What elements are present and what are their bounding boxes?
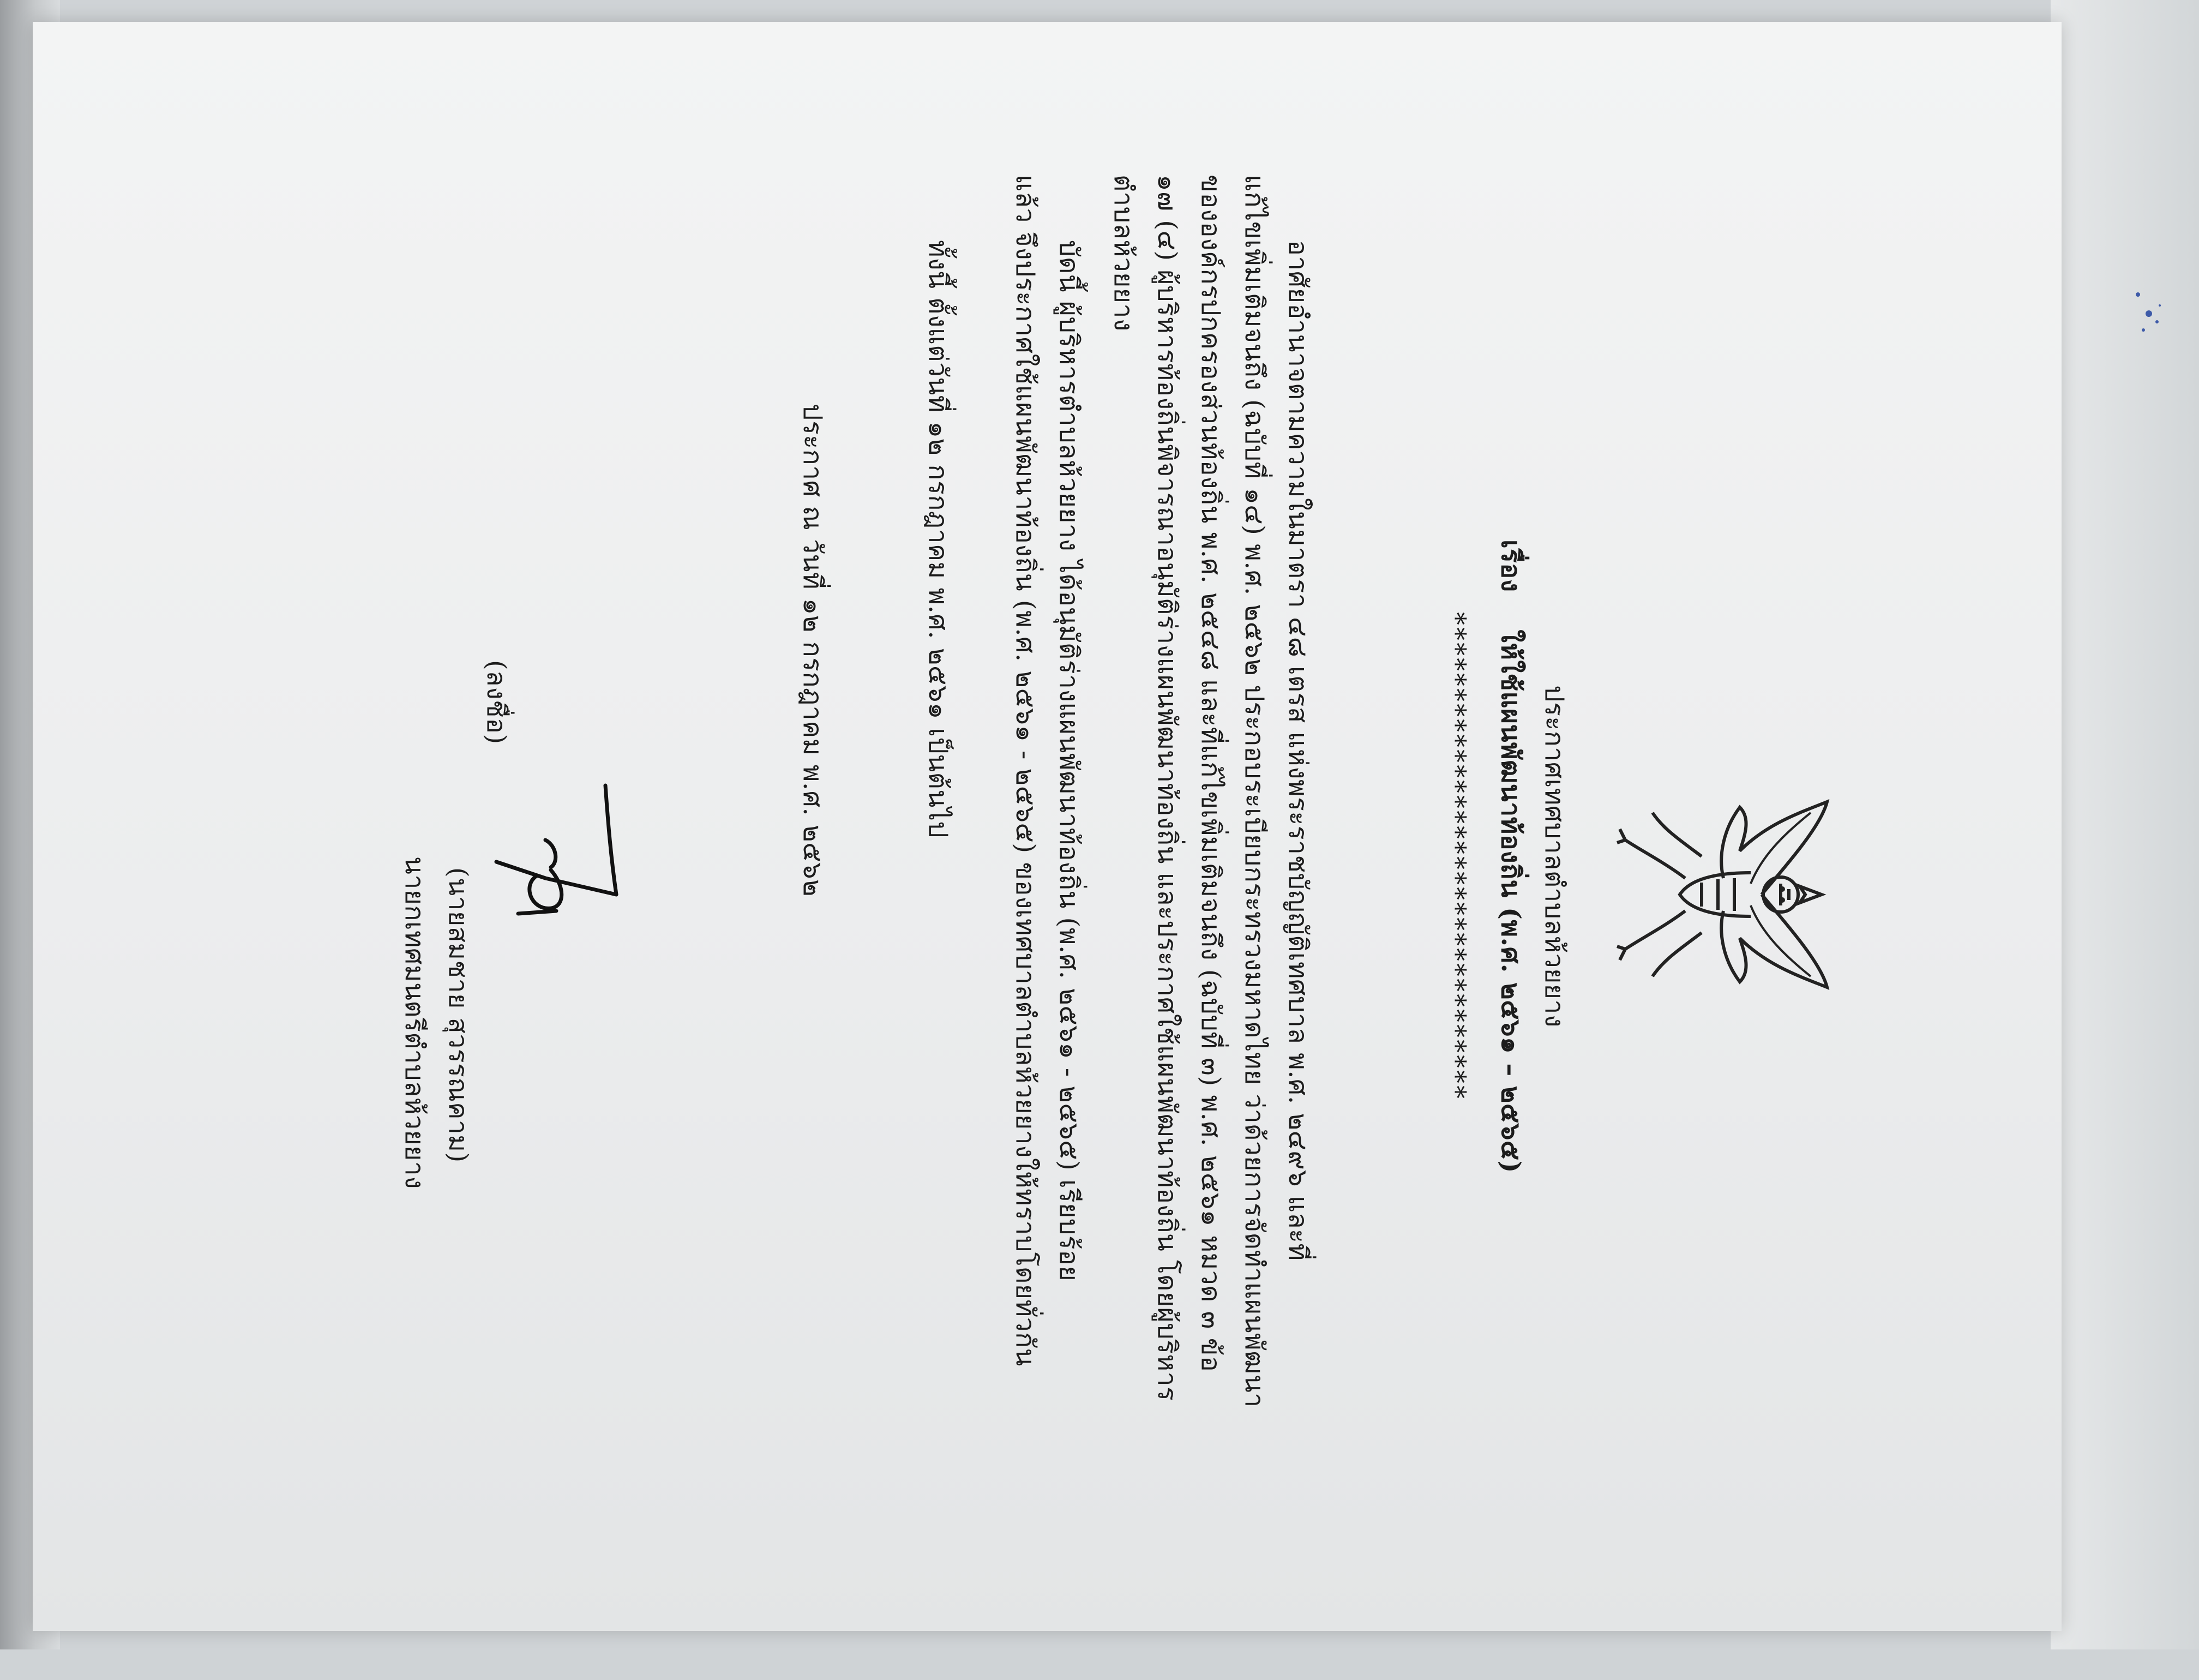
- paragraph1-line4: ๑๗ (๔) ผู้บริหารท้องถิ่นพิจารณาอนุมัติร่างแผนพัฒนาท้องถิ่น และประกาศใช้แผนพัฒนาท้องถิ่น โดยผู้บริหาร: [1152, 175, 1182, 1401]
- divider-stars: ********************************: [1441, 612, 1471, 1101]
- background-right: [2051, 0, 2199, 1649]
- document-header: ประกาศเทศบาลตำบลห้วยยาง: [1539, 685, 1570, 1028]
- signer-title: นายกเทศมนตรีตำบลห้วยยาง: [399, 856, 430, 1190]
- subject-text: ให้ใช้แผนพัฒนาท้องถิ่น (พ.ศ. ๒๕๖๑ – ๒๕๖๕): [1495, 629, 1526, 1173]
- signed-label: (ลงชื่อ): [481, 660, 512, 745]
- paragraph2-line1: บัดนี้ ผู้บริหารตำบลห้วยยาง ได้อนุมัติร่างแผนพัฒนาท้องถิ่น (พ.ศ. ๒๕๖๑ - ๒๕๖๕) เรียบร้อย: [1054, 240, 1084, 1282]
- signature-icon: [491, 775, 633, 982]
- ink-specks-icon: [2127, 284, 2171, 349]
- document-subject: [1494, 33, 1527, 1680]
- subject-label: เรื่อง: [1495, 539, 1526, 592]
- paragraph1-line5: ตำบลห้วยยาง: [1108, 175, 1139, 332]
- paragraph1-line1: อาศัยอำนาจตามความในมาตรา ๔๘ เตรส แห่งพระราชบัญญัติเทศบาล พ.ศ. ๒๔๙๖ และที่: [1283, 240, 1313, 1261]
- effective-date: ทั้งนี้ ตั้งแต่วันที่ ๑๒ กรกฎาคม พ.ศ. ๒๕๖๑ เป็นต้นไป: [923, 240, 953, 838]
- paragraph1-line2: แก้ไขเพิ่มเติมจนถึง (ฉบับที่ ๑๔) พ.ศ. ๒๕๖๒ ประกอบระเบียบกระทรวงมหาดไทย ว่าด้วยการจัดทำแผนพัฒนา: [1239, 175, 1270, 1408]
- announced-date: ประกาศ ณ วันที่ ๑๒ กรกฎาคม พ.ศ. ๒๕๖๒: [797, 404, 828, 897]
- garuda-emblem-icon: [1614, 791, 1843, 998]
- paragraph1-line3: ขององค์กรปกครองส่วนท้องถิ่น พ.ศ. ๒๕๔๘ และที่แก้ไขเพิ่มเติมจนถึง (ฉบับที่ ๓) พ.ศ. ๒๕๖๑ หมวด ๓ ข้อ: [1195, 175, 1226, 1372]
- paragraph2-line2: แล้ว จึงประกาศใช้แผนพัฒนาท้องถิ่น (พ.ศ. ๒๕๖๑ - ๒๕๖๕) ของเทศบาลตำบลห้วยยางให้ทราบโดยทั่วกัน: [1010, 175, 1041, 1366]
- document: [22, 33, 2051, 1680]
- signer-name: (นายสมชาย สุวรรณคาม): [443, 867, 473, 1163]
